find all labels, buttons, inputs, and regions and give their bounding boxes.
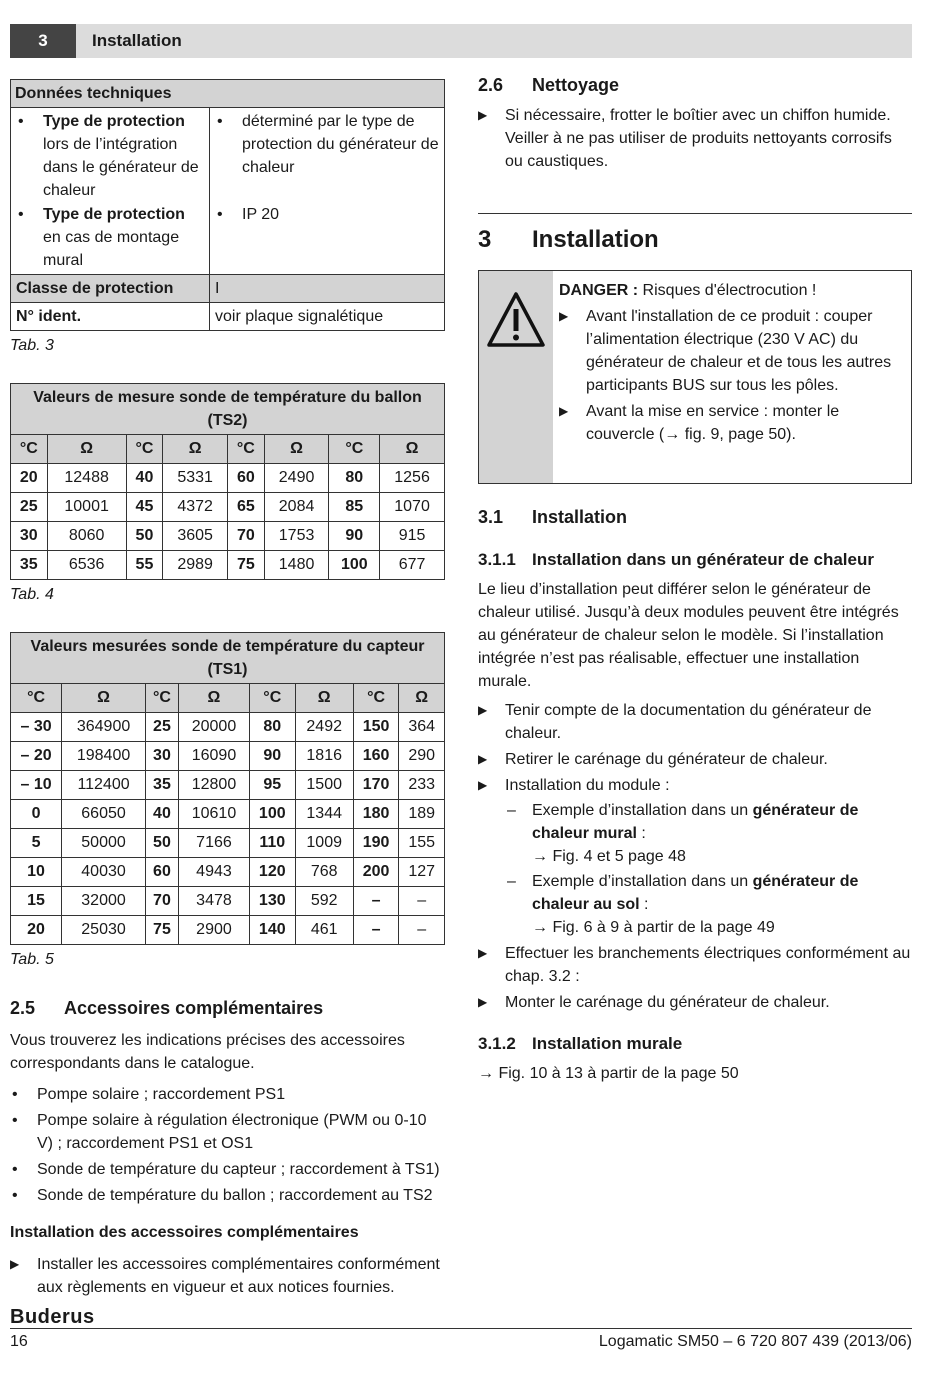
resistance-cell: 461	[295, 916, 353, 945]
resistance-cell: 127	[399, 858, 445, 887]
table-row	[11, 887, 445, 916]
column-header: Ω	[399, 684, 445, 713]
resistance-cell: 290	[399, 742, 445, 771]
temperature-cell: 110	[250, 829, 296, 858]
accessories-intro: Vous trouverez les indications précises des accessoires correspondants dans le catalogue.	[10, 1032, 405, 1072]
accessory-item: • Pompe solaire ; raccordement PS1	[10, 1083, 445, 1106]
table-row	[11, 551, 445, 580]
temperature-cell: – 10	[11, 771, 62, 800]
tab3-caption: Tab. 3	[10, 337, 54, 354]
temperature-cell: 90	[250, 742, 296, 771]
temperature-cell: – 20	[11, 742, 62, 771]
temperature-cell: 90	[329, 522, 380, 551]
class-value: I	[210, 275, 445, 303]
resistance-cell: 8060	[47, 522, 126, 551]
resistance-cell: 189	[399, 800, 445, 829]
section-3-1-1-steps	[478, 699, 912, 1014]
install-step: ▶ Retirer le carénage du générateur de chaleur.	[478, 748, 912, 771]
tech-value-2: • IP 20	[215, 203, 439, 226]
tab4-caption: Tab. 4	[10, 586, 54, 603]
column-header: °C	[126, 435, 163, 464]
temperature-cell: 40	[145, 800, 178, 829]
resistance-cell: 10610	[178, 800, 249, 829]
temperature-cell: – 30	[11, 713, 62, 742]
resistance-cell: 32000	[62, 887, 146, 916]
temperature-cell: 30	[11, 522, 48, 551]
install-step: ▶ Tenir compte de la documentation du générateur de chaleur.	[478, 699, 912, 745]
temperature-cell: 30	[145, 742, 178, 771]
tech-value-1: • déterminé par le type de protection du générateur de chaleur	[215, 110, 439, 179]
temperature-cell: 130	[250, 887, 296, 916]
column-header: Ω	[163, 435, 228, 464]
install-example-wall: – Exemple d’installation dans un générateur de chaleur mural : → Fig. 4 et 5 page 48	[505, 799, 912, 868]
temperature-cell: 140	[250, 916, 296, 945]
class-label: Classe de protection	[11, 275, 210, 303]
column-header: °C	[11, 435, 48, 464]
resistance-cell: 12488	[47, 464, 126, 493]
install-step-module: Installation du module :	[505, 777, 670, 794]
column-header: °C	[145, 684, 178, 713]
temperature-cell: –	[353, 916, 399, 945]
ts1-title: Valeurs mesurées sonde de température du capteur (TS1)	[11, 633, 445, 684]
resistance-cell: 40030	[62, 858, 146, 887]
resistance-cell: 2492	[295, 713, 353, 742]
temperature-cell: 120	[250, 858, 296, 887]
danger-title: DANGER : Risques d'électrocution !	[559, 282, 817, 299]
temperature-cell: 50	[145, 829, 178, 858]
fig-ref-6-9[interactable]: → Fig. 6 à 9 à partir de la page 49	[532, 919, 775, 936]
accessories-install-heading: Installation des accessoires complémentaires	[10, 1224, 359, 1241]
chapter-title: Installation	[92, 31, 182, 50]
accessories-list	[10, 1083, 445, 1207]
section-3-1-heading: 3.1 Installation	[478, 507, 628, 527]
temperature-cell: 60	[145, 858, 178, 887]
resistance-cell: 2490	[264, 464, 329, 493]
temperature-cell: 80	[250, 713, 296, 742]
temperature-cell: 190	[353, 829, 399, 858]
resistance-cell: 677	[380, 551, 445, 580]
resistance-cell: 50000	[62, 829, 146, 858]
resistance-cell: 155	[399, 829, 445, 858]
temperature-cell: 35	[11, 551, 48, 580]
temperature-cell: 180	[353, 800, 399, 829]
temperature-cell: 10	[11, 858, 62, 887]
table-row	[11, 742, 445, 771]
column-header: Ω	[295, 684, 353, 713]
temperature-cell: 20	[11, 464, 48, 493]
resistance-cell: 768	[295, 858, 353, 887]
resistance-cell: 10001	[47, 493, 126, 522]
accessories-install-step: ▶ Installer les accessoires complémentaires conformément aux règlements en vigueur et aux notices fournies.	[10, 1253, 445, 1299]
table-row	[11, 464, 445, 493]
ts2-title: Valeurs de mesure sonde de température du ballon (TS2)	[11, 384, 445, 435]
temperature-cell: 40	[126, 464, 163, 493]
right-column	[478, 72, 912, 1085]
resistance-cell: 1816	[295, 742, 353, 771]
column-header: °C	[228, 435, 265, 464]
tech-value-cell	[210, 108, 445, 275]
ts1-table	[10, 632, 445, 945]
ident-value: voir plaque signalétique	[210, 303, 445, 331]
resistance-cell: 7166	[178, 829, 249, 858]
table-row	[11, 829, 445, 858]
temperature-cell: 100	[329, 551, 380, 580]
resistance-cell: –	[399, 916, 445, 945]
resistance-cell: 2084	[264, 493, 329, 522]
resistance-cell: 364	[399, 713, 445, 742]
accessory-item: • Sonde de température du capteur ; raccordement à TS1)	[10, 1158, 445, 1181]
temperature-cell: –	[353, 887, 399, 916]
temperature-cell: 25	[145, 713, 178, 742]
temperature-cell: 5	[11, 829, 62, 858]
table-row	[11, 858, 445, 887]
tech-table-title: Données techniques	[11, 80, 445, 108]
resistance-cell: 1070	[380, 493, 445, 522]
temperature-cell: 75	[228, 551, 265, 580]
resistance-cell: 3478	[178, 887, 249, 916]
resistance-cell: 25030	[62, 916, 146, 945]
resistance-cell: 20000	[178, 713, 249, 742]
resistance-cell: 198400	[62, 742, 146, 771]
ident-label: N° ident.	[11, 303, 210, 331]
install-step	[478, 774, 912, 939]
temperature-cell: 200	[353, 858, 399, 887]
table-row	[11, 522, 445, 551]
warning-triangle-icon	[479, 271, 553, 483]
column-header: °C	[353, 684, 399, 713]
danger-text-block	[553, 271, 911, 483]
temperature-cell: 70	[228, 522, 265, 551]
resistance-cell: 1753	[264, 522, 329, 551]
resistance-cell: 233	[399, 771, 445, 800]
tech-label-2: • Type de protection en cas de montage mural	[16, 203, 204, 272]
temperature-cell: 100	[250, 800, 296, 829]
accessory-item: • Sonde de température du ballon ; raccordement au TS2	[10, 1184, 445, 1207]
ts2-table	[10, 383, 445, 580]
install-example-floor: – Exemple d’installation dans un générateur de chaleur au sol : → Fig. 6 à 9 à partir de la page 49	[505, 870, 912, 939]
resistance-cell: 5331	[163, 464, 228, 493]
install-examples	[505, 799, 912, 939]
column-header: Ω	[178, 684, 249, 713]
footer-rule	[10, 1328, 912, 1329]
resistance-cell: 6536	[47, 551, 126, 580]
resistance-cell: 364900	[62, 713, 146, 742]
table-row	[11, 800, 445, 829]
section-3-1-2-heading: 3.1.2 Installation murale	[478, 1034, 683, 1053]
temperature-cell: 55	[126, 551, 163, 580]
column-header: °C	[250, 684, 296, 713]
resistance-cell: 1256	[380, 464, 445, 493]
temperature-cell: 25	[11, 493, 48, 522]
section-3-1-1-heading: 3.1.1 Installation dans un générateur de chaleur	[478, 550, 874, 569]
resistance-cell: 66050	[62, 800, 146, 829]
column-header: Ω	[380, 435, 445, 464]
resistance-cell: 592	[295, 887, 353, 916]
resistance-cell: 2900	[178, 916, 249, 945]
resistance-cell: 915	[380, 522, 445, 551]
resistance-cell: 112400	[62, 771, 146, 800]
column-header: Ω	[62, 684, 146, 713]
fig-ref-10-13[interactable]: → Fig. 10 à 13 à partir de la page 50	[478, 1065, 739, 1082]
temperature-cell: 80	[329, 464, 380, 493]
table-row	[11, 713, 445, 742]
fig-ref-4-5[interactable]: → Fig. 4 et 5 page 48	[532, 848, 686, 865]
install-step: ▶ Monter le carénage du générateur de chaleur.	[478, 991, 912, 1014]
temperature-cell: 60	[228, 464, 265, 493]
temperature-cell: 170	[353, 771, 399, 800]
left-column	[10, 79, 445, 1299]
section-2-6-heading: 2.6 Nettoyage	[478, 75, 620, 95]
resistance-cell: –	[399, 887, 445, 916]
temperature-cell: 150	[353, 713, 399, 742]
cleaning-step: ▶ Si nécessaire, frotter le boîtier avec un chiffon humide. Veiller à ne pas utiliser de produits nettoyants corrosifs ou caustiques.	[478, 104, 912, 173]
table-row	[11, 493, 445, 522]
chapter-number: 3	[10, 24, 76, 58]
temperature-cell: 45	[126, 493, 163, 522]
danger-step: ▶ Avant la mise en service : monter le couvercle (→ fig. 9, page 50).	[559, 400, 905, 446]
section-3-heading: 3 Installation	[478, 226, 659, 253]
accessory-item: • Pompe solaire à régulation électronique (PWM ou 0-10 V) ; raccordement PS1 et OS1	[10, 1109, 445, 1155]
cleaning-steps	[478, 104, 912, 173]
temperature-cell: 0	[11, 800, 62, 829]
section-2-5-heading: 2.5 Accessoires complémentaires	[10, 998, 324, 1018]
temperature-cell: 20	[11, 916, 62, 945]
resistance-cell: 1480	[264, 551, 329, 580]
resistance-cell: 2989	[163, 551, 228, 580]
column-header: °C	[11, 684, 62, 713]
temperature-cell: 35	[145, 771, 178, 800]
resistance-cell: 16090	[178, 742, 249, 771]
column-header: Ω	[47, 435, 126, 464]
temperature-cell: 15	[11, 887, 62, 916]
resistance-cell: 4943	[178, 858, 249, 887]
temperature-cell: 70	[145, 887, 178, 916]
resistance-cell: 1344	[295, 800, 353, 829]
column-header: °C	[329, 435, 380, 464]
resistance-cell: 4372	[163, 493, 228, 522]
resistance-cell: 1500	[295, 771, 353, 800]
section-divider	[478, 213, 912, 214]
document-reference: Logamatic SM50 – 6 720 807 439 (2013/06)	[598, 1333, 912, 1350]
accessories-install-steps	[10, 1253, 445, 1299]
table-row	[11, 916, 445, 945]
table-row	[11, 771, 445, 800]
install-step: ▶ Effectuer les branchements électriques conformément au chap. 3.2 :	[478, 942, 912, 988]
temperature-cell: 75	[145, 916, 178, 945]
danger-steps	[559, 305, 905, 446]
resistance-cell: 3605	[163, 522, 228, 551]
temperature-cell: 85	[329, 493, 380, 522]
tech-label-cell	[11, 108, 210, 275]
tab5-caption: Tab. 5	[10, 951, 54, 968]
temperature-cell: 160	[353, 742, 399, 771]
resistance-cell: 12800	[178, 771, 249, 800]
danger-step: ▶ Avant l'installation de ce produit : couper l’alimentation électrique (230 V AC) du générateur de chaleur et de tous les autres participants BUS sur tous les pôles.	[559, 305, 905, 397]
resistance-cell: 1009	[295, 829, 353, 858]
danger-notice	[478, 270, 912, 484]
temperature-cell: 50	[126, 522, 163, 551]
section-3-1-1-text: Le lieu d’installation peut différer selon le générateur de chaleur utilisé. Jusqu’à deux modules peuvent être intégrés au générateur de chaleur selon le modèle. Si l’installation intégrée n’est pas réalisable, effectuer une installation murale.	[478, 581, 899, 690]
brand-logo: Buderus	[10, 1306, 95, 1328]
tech-label-1: • Type de protection lors de l’intégration dans le générateur de chaleur	[16, 110, 204, 202]
column-header: Ω	[264, 435, 329, 464]
page-number: 16	[10, 1333, 28, 1350]
tech-data-table	[10, 79, 445, 331]
temperature-cell: 95	[250, 771, 296, 800]
temperature-cell: 65	[228, 493, 265, 522]
